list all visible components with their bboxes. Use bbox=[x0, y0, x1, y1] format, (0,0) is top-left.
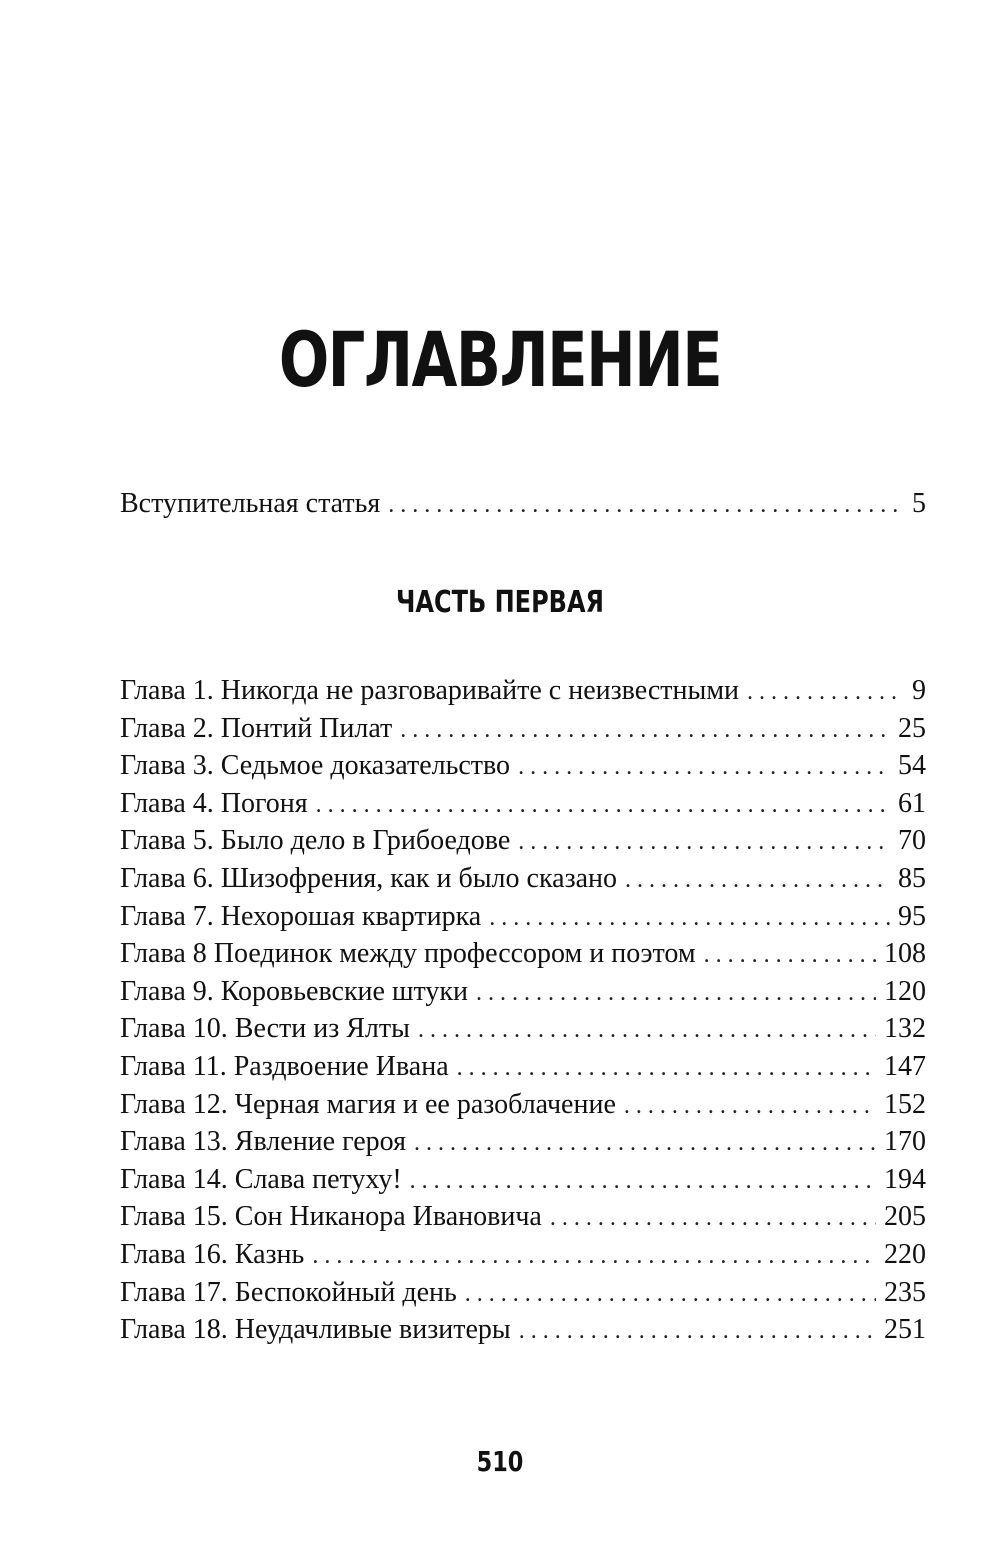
dot-leader bbox=[519, 1319, 876, 1343]
dot-leader bbox=[410, 1169, 876, 1193]
toc-entry-label: Глава 5. Было дело в Грибоедове bbox=[120, 825, 511, 857]
toc-entry-label: Глава 12. Черная магия и ее разоблачение bbox=[120, 1088, 616, 1120]
dot-leader bbox=[747, 680, 904, 704]
dot-leader bbox=[400, 718, 890, 742]
toc-page-number: 170 bbox=[884, 1126, 926, 1158]
toc-entry-chapter bbox=[120, 1163, 926, 1195]
toc-page-number: 5 bbox=[912, 488, 926, 519]
dot-leader bbox=[457, 1056, 876, 1080]
toc-entry-chapter bbox=[120, 1316, 926, 1344]
toc-entry-chapter bbox=[120, 787, 926, 819]
toc-entry-label: Глава 14. Слава петуху! bbox=[120, 1163, 402, 1195]
toc-entry-chapter bbox=[120, 752, 926, 780]
toc-entry-chapter bbox=[120, 1203, 926, 1231]
toc-entry-label: Глава 10. Вести из Ялты bbox=[120, 1013, 410, 1045]
toc-entry-label: Глава 1. Никогда не разговаривайте с неизвестными bbox=[120, 675, 740, 706]
page-number-folio: 510 bbox=[476, 1445, 524, 1478]
part-heading: ЧАСТЬ ПЕРВАЯ bbox=[395, 585, 605, 620]
toc-entry-intro bbox=[120, 490, 926, 518]
toc-entry-chapter bbox=[120, 1276, 926, 1308]
toc-entry-label: Глава 15. Сон Никанора Ивановича bbox=[120, 1201, 542, 1233]
toc-entry-chapter bbox=[120, 677, 926, 705]
dot-leader bbox=[316, 793, 890, 817]
toc-entry-label: Глава 13. Явление героя bbox=[120, 1126, 406, 1158]
dot-leader bbox=[518, 830, 890, 854]
toc-entry-label: Глава 4. Погоня bbox=[120, 787, 308, 819]
dot-leader bbox=[704, 943, 876, 967]
toc-entry-label: Глава 7. Нехорошая квартирка bbox=[120, 900, 482, 932]
toc-page-number: 132 bbox=[884, 1013, 926, 1045]
toc-entry-label: Глава 11. Раздвоение Ивана bbox=[120, 1051, 449, 1082]
toc-page-number: 54 bbox=[898, 750, 926, 782]
dot-leader bbox=[489, 906, 890, 930]
dot-leader bbox=[418, 1018, 876, 1042]
toc-page-number: 251 bbox=[884, 1314, 926, 1346]
toc-entry-chapter bbox=[120, 1088, 926, 1120]
dot-leader bbox=[465, 1282, 876, 1306]
dot-leader bbox=[518, 755, 890, 779]
toc-page-number: 194 bbox=[884, 1163, 926, 1195]
toc-entry-label: Вступительная статья bbox=[120, 488, 381, 519]
dot-leader bbox=[388, 493, 904, 517]
dot-leader bbox=[625, 868, 890, 892]
toc-page-number: 108 bbox=[884, 938, 926, 970]
toc-page-number: 205 bbox=[884, 1201, 926, 1233]
toc-entry-chapter bbox=[120, 1015, 926, 1043]
toc-page-number: 120 bbox=[884, 975, 926, 1007]
toc-entry-label: Глава 17. Беспокойный день bbox=[120, 1276, 457, 1308]
toc-entry-chapter bbox=[120, 940, 926, 968]
toc-entry-chapter bbox=[120, 712, 926, 744]
toc-page-number: 152 bbox=[884, 1088, 926, 1120]
dot-leader bbox=[312, 1244, 876, 1268]
toc-entry-chapter bbox=[120, 827, 926, 855]
toc-entry-chapter bbox=[120, 900, 926, 932]
toc-page-number: 61 bbox=[898, 787, 926, 819]
toc-entry-label: Глава 8 Поединок между профессором и поэтом bbox=[120, 938, 696, 970]
toc-entry-chapter bbox=[120, 1053, 926, 1081]
toc-entry-chapter bbox=[120, 1241, 926, 1269]
toc-page-number: 147 bbox=[884, 1051, 926, 1082]
page-title: ОГЛАВЛЕНИЕ bbox=[278, 315, 722, 404]
dot-leader bbox=[476, 981, 876, 1005]
toc-entry-label: Глава 9. Коровьевские штуки bbox=[120, 975, 468, 1007]
dot-leader bbox=[624, 1094, 876, 1118]
toc-page-number: 95 bbox=[898, 900, 926, 932]
toc-page-number: 25 bbox=[898, 712, 926, 744]
toc-page-number: 70 bbox=[898, 825, 926, 857]
toc-page-number: 235 bbox=[884, 1276, 926, 1308]
toc-entry-label: Глава 3. Седьмое доказательство bbox=[120, 750, 511, 782]
toc-entry-chapter bbox=[120, 865, 926, 893]
toc-entry-label: Глава 6. Шизофрения, как и было сказано bbox=[120, 863, 618, 894]
toc-entry-label: Глава 2. Понтий Пилат bbox=[120, 712, 393, 744]
dot-leader bbox=[414, 1131, 876, 1155]
toc-entry-chapter bbox=[120, 1128, 926, 1156]
toc-entry-label: Глава 16. Казнь bbox=[120, 1239, 305, 1270]
toc-page-number: 220 bbox=[884, 1239, 926, 1270]
toc-page-number: 85 bbox=[898, 863, 926, 894]
dot-leader bbox=[550, 1206, 876, 1230]
toc-page-number: 9 bbox=[912, 675, 926, 706]
toc-entry-chapter bbox=[120, 975, 926, 1007]
toc-entry-label: Глава 18. Неудачливые визитеры bbox=[120, 1314, 511, 1346]
